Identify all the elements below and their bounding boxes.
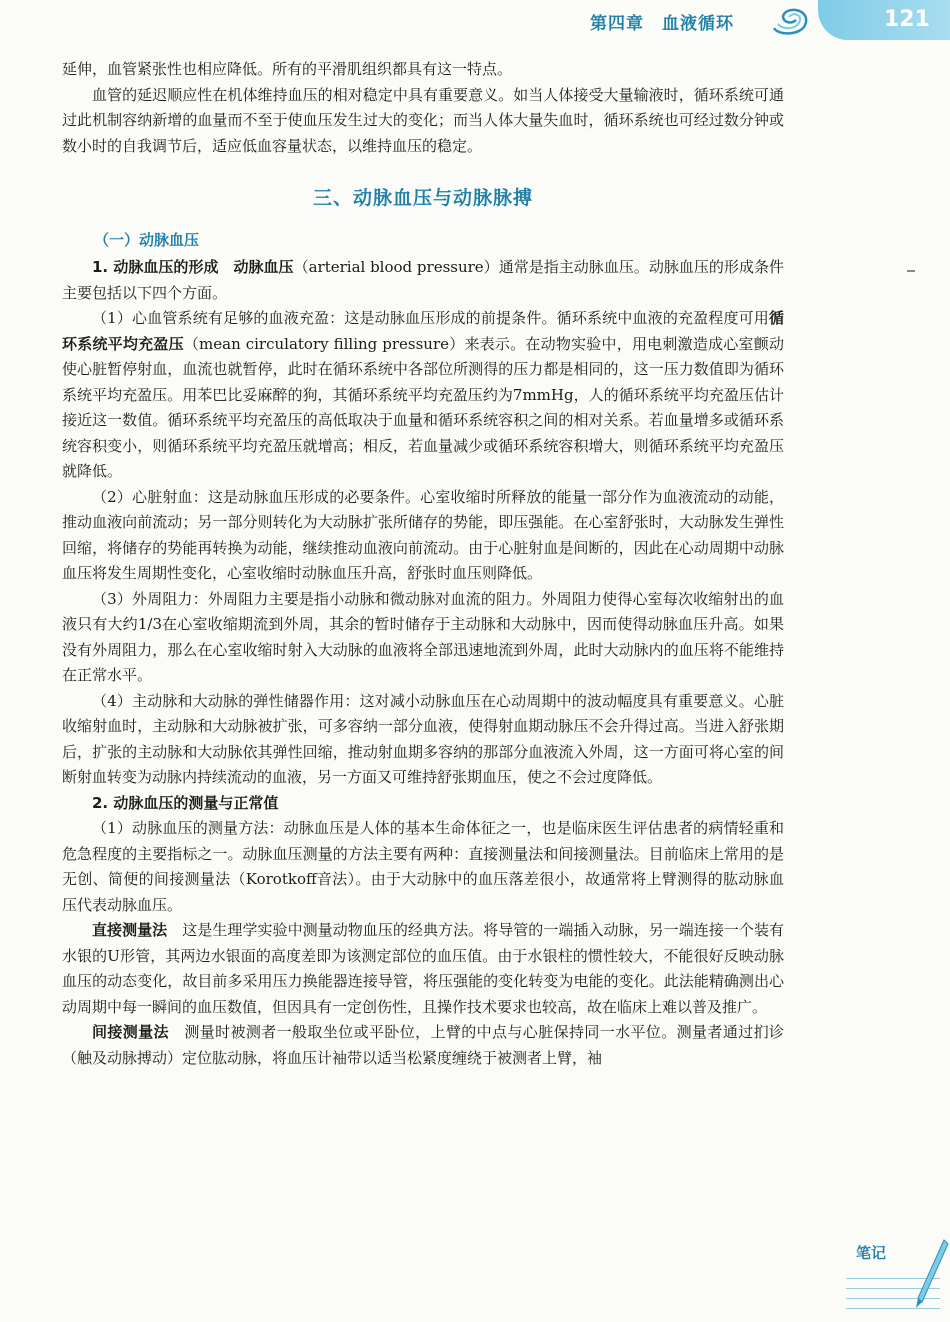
paragraph-delayed-compliance: 血管的延迟顺应性在机体维持血压的相对稳定中具有重要意义。如当人体接受大量输液时，循环系统可通过此机制容纳新增的血量而不至于使血压发生过大的变化；而当人体大量失血时，循环系统也可经过数分钟或数小时的自我调节后，适应低血容量状态，以维持血压的稳定。 xyxy=(62,85,784,155)
paragraph-direct-method xyxy=(62,918,784,1020)
paragraph-condition-3: （3）外周阻力：外周阻力主要是指小动脉和微动脉对血流的阻力。外周阻力使得心室每次收缩射出的血液只有大约1/3在心室收缩期流到外周，其余的暂时储存于主动脉和大动脉中，因而使得动脉血压升高。如果没有外周阻力，那么在心室收缩时射入大动脉的血液将全部迅速地流到外周，此时大动脉内的血压将不能维持在正常水平。 xyxy=(62,589,784,684)
swirl-logo-icon xyxy=(770,2,810,38)
paragraph-condition-4: （4）主动脉和大动脉的弹性储器作用：这对减小动脉血压在心动周期中的波动幅度具有重要意义。心脏收缩射血时，主动脉和大动脉被扩张，可多容纳一部分血液，使得射血期动脉压不会升得过高。当进入舒张期后，扩张的主动脉和大动脉依其弹性回缩，推动射血期多容纳的那部分血液流入外周，这一方面可将心室的间断射血转变为动脉内持续流动的血液，另一方面又可维持舒张期血压，使之不会过度降低。 xyxy=(62,691,784,786)
page-number: 121 xyxy=(884,7,930,32)
paragraph-text: 这是生理学实验中测量动物血压的经典方法。将导管的一端插入动脉，另一端连接一个装有水银的U形管，其两边水银面的高度差即为该测定部位的血压值。由于水银柱的惯性较大，不能很好反映动脉血压的动态变化，故目前多采用压力换能器连接导管，将压强能的变化转变为电能的变化。此法能精确测出心动周期中每一瞬间的血压数值，但因具有一定创伤性，且操作技术要求也较高，故在临床上难以普及推广。 xyxy=(62,921,784,1016)
subsection-heading: （一）动脉血压 xyxy=(94,231,200,249)
paragraph-text: （1）心血管系统有足够的血液充盈：这是动脉血压形成的前提条件。循环系统中血液的充盈程度可用 xyxy=(92,309,769,327)
paragraph-text: （arterial blood pressure）通常是指主动脉血压。动脉血压的形成条件主要包括以下四个方面。 xyxy=(62,258,784,302)
notes-margin xyxy=(838,1238,950,1322)
page-body xyxy=(62,57,784,1071)
edge-mark xyxy=(907,270,915,272)
paragraph-measurement-intro: （1）动脉血压的测量方法：动脉血压是人体的基本生命体征之一，也是临床医生评估患者的病情轻重和危急程度的主要指标之一。动脉血压测量的方法主要有两种：直接测量法和间接测量法。目前临床上常用的是无创、简便的间接测量法（Korotkoff音法）。由于大动脉中的血压落差很小，故通常将上臂测得的肱动脉血压代表动脉血压。 xyxy=(62,819,784,914)
item-heading-measurement xyxy=(62,791,784,817)
key-term: 间接测量法 xyxy=(92,1023,169,1041)
paragraph-indirect-method xyxy=(62,1020,784,1071)
pen-icon xyxy=(914,1238,950,1322)
section-title: 三、动脉血压与动脉脉搏 xyxy=(312,187,533,209)
chapter-title: 第四章 血液循环 xyxy=(590,14,734,34)
paragraph-text: （mean circulatory filling pressure）来表示。在动物实验中，用电刺激造成心室颤动使心脏暂停射血，血流也就暂停，此时在循环系统中各部位所测得的压力都是相同的，这一压力数值即为循环系统平均充盈压。用苯巴比妥麻醉的狗，其循环系统平均充盈压约为7mmHg，人的循环系统平均充盈压估计接近这一数值。循环系统平均充盈压的高低取决于血量和循环系统容积之间的相对关系。若血量增多或循环系统容积变小，则循环系统平均充盈压就增高；相反，若血量减少或循环系统容积增大，则循环系统平均充盈压就降低。 xyxy=(62,334,784,480)
key-term: 动脉血压 xyxy=(233,258,294,276)
paragraph-condition-1 xyxy=(62,306,784,485)
page-header xyxy=(0,0,950,44)
notes-label: 笔记 xyxy=(856,1244,887,1262)
paragraph-condition-2: （2）心脏射血：这是动脉血压形成的必要条件。心室收缩时所释放的能量一部分作为血液流动的动能，推动血液向前流动；另一部分则转化为大动脉扩张所储存的势能，即压强能。在心室舒张时，大动脉发生弹性回缩，将储存的势能再转换为动能，继续推动血液向前流动。由于心脏射血是间断的，因此在心动周期中动脉血压将发生周期性变化，心室收缩时动脉血压升高，舒张时血压则降低。 xyxy=(62,487,784,582)
paragraph-formation xyxy=(62,255,784,306)
key-term: 循环系统平均充盈压 xyxy=(62,309,784,353)
paragraph-continuation: 延伸，血管紧张性也相应降低。所有的平滑肌组织都具有这一特点。 xyxy=(62,60,513,78)
item-heading: 1. 动脉血压的形成 xyxy=(92,258,219,276)
item-heading: 2. 动脉血压的测量与正常值 xyxy=(92,793,279,812)
paragraph-text: 测量时被测者一般取坐位或平卧位，上臂的中点与心脏保持同一水平位。测量者通过扪诊（触及动脉搏动）定位肱动脉，将血压计袖带以适当松紧度缠绕于被测者上臂，袖 xyxy=(62,1023,784,1067)
key-term: 直接测量法 xyxy=(92,921,168,939)
